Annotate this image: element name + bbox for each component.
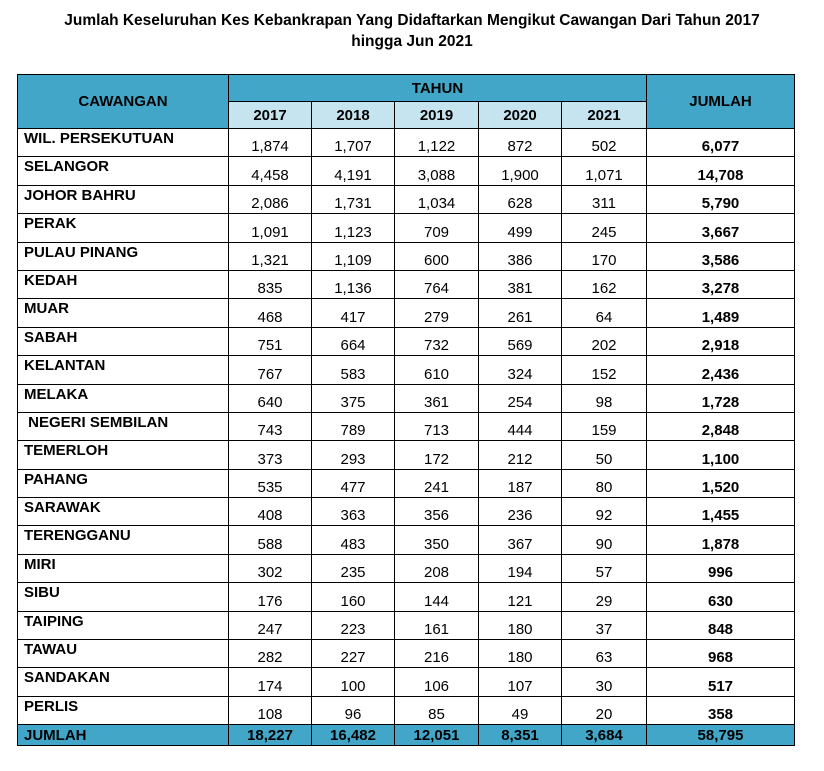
year-value-cell: 1,707 [312, 129, 395, 157]
row-total-cell: 2,848 [647, 412, 795, 440]
footer-year-total: 8,351 [479, 725, 562, 746]
year-value-cell: 100 [312, 668, 395, 696]
branch-name: KEDAH [18, 270, 229, 298]
table-row [18, 583, 795, 611]
year-value-cell: 764 [395, 270, 479, 298]
year-value-cell: 640 [229, 384, 312, 412]
year-value-cell: 477 [312, 469, 395, 497]
row-total-cell: 848 [647, 611, 795, 639]
footer-year-total: 3,684 [562, 725, 647, 746]
row-total-cell: 6,077 [647, 129, 795, 157]
row-total-cell: 2,436 [647, 356, 795, 384]
year-value-cell: 600 [395, 242, 479, 270]
year-value-cell: 444 [479, 412, 562, 440]
year-value-cell: 361 [395, 384, 479, 412]
grand-total: 58,795 [647, 725, 795, 746]
branch-name: NEGERI SEMBILAN [18, 412, 229, 440]
year-value-cell: 386 [479, 242, 562, 270]
year-value-cell: 49 [479, 696, 562, 724]
year-value-cell: 261 [479, 299, 562, 327]
header-year-2021: 2021 [562, 102, 647, 129]
year-value-cell: 162 [562, 270, 647, 298]
year-value-cell: 373 [229, 441, 312, 469]
row-total-cell: 3,667 [647, 214, 795, 242]
year-value-cell: 664 [312, 327, 395, 355]
branch-name: PULAU PINANG [18, 242, 229, 270]
year-value-cell: 3,088 [395, 157, 479, 185]
year-value-cell: 1,109 [312, 242, 395, 270]
year-value-cell: 709 [395, 214, 479, 242]
bankruptcy-table [17, 74, 795, 746]
year-value-cell: 144 [395, 583, 479, 611]
header-branch: CAWANGAN [18, 75, 229, 129]
year-value-cell: 160 [312, 583, 395, 611]
footer-year-total: 18,227 [229, 725, 312, 746]
year-value-cell: 610 [395, 356, 479, 384]
branch-name: MIRI [18, 554, 229, 582]
year-value-cell: 789 [312, 412, 395, 440]
year-value-cell: 227 [312, 640, 395, 668]
year-value-cell: 417 [312, 299, 395, 327]
title-line-1: Jumlah Keseluruhan Kes Kebankrapan Yang Didaftarkan Mengikut Cawangan Dari Tahun 2017 [64, 12, 760, 29]
table-row [18, 554, 795, 582]
year-value-cell: 92 [562, 498, 647, 526]
header-year-2020: 2020 [479, 102, 562, 129]
row-total-cell: 1,489 [647, 299, 795, 327]
year-value-cell: 363 [312, 498, 395, 526]
year-value-cell: 1,731 [312, 185, 395, 213]
row-total-cell: 1,100 [647, 441, 795, 469]
table-row [18, 157, 795, 185]
table-row [18, 441, 795, 469]
table-row [18, 356, 795, 384]
year-value-cell: 535 [229, 469, 312, 497]
row-total-cell: 2,918 [647, 327, 795, 355]
year-value-cell: 293 [312, 441, 395, 469]
year-value-cell: 375 [312, 384, 395, 412]
table-row [18, 412, 795, 440]
row-total-cell: 5,790 [647, 185, 795, 213]
branch-name: WIL. PERSEKUTUAN [18, 129, 229, 157]
year-value-cell: 583 [312, 356, 395, 384]
footer-label: JUMLAH [18, 725, 229, 746]
row-total-cell: 968 [647, 640, 795, 668]
header-year-group: TAHUN [229, 75, 647, 102]
year-value-cell: 713 [395, 412, 479, 440]
branch-name: MELAKA [18, 384, 229, 412]
year-value-cell: 121 [479, 583, 562, 611]
row-total-cell: 630 [647, 583, 795, 611]
year-value-cell: 241 [395, 469, 479, 497]
year-value-cell: 483 [312, 526, 395, 554]
branch-name: PERAK [18, 214, 229, 242]
year-value-cell: 743 [229, 412, 312, 440]
year-value-cell: 1,321 [229, 242, 312, 270]
year-value-cell: 29 [562, 583, 647, 611]
year-value-cell: 356 [395, 498, 479, 526]
footer-year-total: 12,051 [395, 725, 479, 746]
row-total-cell: 1,520 [647, 469, 795, 497]
branch-name: KELANTAN [18, 356, 229, 384]
branch-name: TAWAU [18, 640, 229, 668]
branch-name: TERENGGANU [18, 526, 229, 554]
year-value-cell: 767 [229, 356, 312, 384]
year-value-cell: 367 [479, 526, 562, 554]
table-row [18, 498, 795, 526]
year-value-cell: 751 [229, 327, 312, 355]
header-year-2018: 2018 [312, 102, 395, 129]
branch-name: JOHOR BAHRU [18, 185, 229, 213]
table-row [18, 242, 795, 270]
year-value-cell: 161 [395, 611, 479, 639]
year-value-cell: 208 [395, 554, 479, 582]
year-value-cell: 502 [562, 129, 647, 157]
year-value-cell: 1,091 [229, 214, 312, 242]
year-value-cell: 1,136 [312, 270, 395, 298]
row-total-cell: 996 [647, 554, 795, 582]
year-value-cell: 107 [479, 668, 562, 696]
row-total-cell: 1,455 [647, 498, 795, 526]
year-value-cell: 588 [229, 526, 312, 554]
year-value-cell: 216 [395, 640, 479, 668]
year-value-cell: 245 [562, 214, 647, 242]
year-value-cell: 569 [479, 327, 562, 355]
year-value-cell: 302 [229, 554, 312, 582]
row-total-cell: 3,278 [647, 270, 795, 298]
year-value-cell: 108 [229, 696, 312, 724]
branch-name: TAIPING [18, 611, 229, 639]
year-value-cell: 63 [562, 640, 647, 668]
table-row [18, 327, 795, 355]
table-row [18, 526, 795, 554]
row-total-cell: 358 [647, 696, 795, 724]
year-value-cell: 90 [562, 526, 647, 554]
year-value-cell: 202 [562, 327, 647, 355]
year-value-cell: 324 [479, 356, 562, 384]
header-total: JUMLAH [647, 75, 795, 129]
year-value-cell: 98 [562, 384, 647, 412]
year-value-cell: 174 [229, 668, 312, 696]
year-value-cell: 159 [562, 412, 647, 440]
row-total-cell: 3,586 [647, 242, 795, 270]
year-value-cell: 176 [229, 583, 312, 611]
table-row [18, 270, 795, 298]
year-value-cell: 64 [562, 299, 647, 327]
year-value-cell: 96 [312, 696, 395, 724]
row-total-cell: 517 [647, 668, 795, 696]
year-value-cell: 50 [562, 441, 647, 469]
year-value-cell: 468 [229, 299, 312, 327]
year-value-cell: 106 [395, 668, 479, 696]
year-value-cell: 1,034 [395, 185, 479, 213]
table-row [18, 668, 795, 696]
branch-name: SARAWAK [18, 498, 229, 526]
year-value-cell: 57 [562, 554, 647, 582]
branch-name: PAHANG [18, 469, 229, 497]
title-line-2: hingga Jun 2021 [351, 33, 473, 50]
year-value-cell: 732 [395, 327, 479, 355]
year-value-cell: 85 [395, 696, 479, 724]
branch-name: SABAH [18, 327, 229, 355]
year-value-cell: 180 [479, 640, 562, 668]
year-value-cell: 247 [229, 611, 312, 639]
year-value-cell: 30 [562, 668, 647, 696]
branch-name: PERLIS [18, 696, 229, 724]
year-value-cell: 2,086 [229, 185, 312, 213]
branch-name: SIBU [18, 583, 229, 611]
table-row [18, 214, 795, 242]
year-value-cell: 235 [312, 554, 395, 582]
table-row [18, 640, 795, 668]
year-value-cell: 1,123 [312, 214, 395, 242]
branch-name: SELANGOR [18, 157, 229, 185]
row-total-cell: 1,878 [647, 526, 795, 554]
page-title [0, 10, 824, 52]
year-value-cell: 311 [562, 185, 647, 213]
year-value-cell: 282 [229, 640, 312, 668]
branch-name: MUAR [18, 299, 229, 327]
year-value-cell: 381 [479, 270, 562, 298]
year-value-cell: 194 [479, 554, 562, 582]
table-row [18, 299, 795, 327]
year-value-cell: 37 [562, 611, 647, 639]
year-value-cell: 80 [562, 469, 647, 497]
table-row [18, 611, 795, 639]
row-total-cell: 1,728 [647, 384, 795, 412]
branch-name: SANDAKAN [18, 668, 229, 696]
header-year-2017: 2017 [229, 102, 312, 129]
year-value-cell: 872 [479, 129, 562, 157]
year-value-cell: 152 [562, 356, 647, 384]
branch-name: TEMERLOH [18, 441, 229, 469]
year-value-cell: 187 [479, 469, 562, 497]
table-row [18, 469, 795, 497]
year-value-cell: 1,874 [229, 129, 312, 157]
year-value-cell: 835 [229, 270, 312, 298]
table-row [18, 185, 795, 213]
year-value-cell: 236 [479, 498, 562, 526]
table-row [18, 696, 795, 724]
year-value-cell: 499 [479, 214, 562, 242]
year-value-cell: 223 [312, 611, 395, 639]
footer-year-total: 16,482 [312, 725, 395, 746]
year-value-cell: 4,191 [312, 157, 395, 185]
row-total-cell: 14,708 [647, 157, 795, 185]
year-value-cell: 1,071 [562, 157, 647, 185]
year-value-cell: 212 [479, 441, 562, 469]
year-value-cell: 1,900 [479, 157, 562, 185]
year-value-cell: 350 [395, 526, 479, 554]
year-value-cell: 20 [562, 696, 647, 724]
year-value-cell: 180 [479, 611, 562, 639]
table-row [18, 384, 795, 412]
year-value-cell: 279 [395, 299, 479, 327]
footer-row [18, 725, 795, 746]
year-value-cell: 170 [562, 242, 647, 270]
year-value-cell: 4,458 [229, 157, 312, 185]
year-value-cell: 408 [229, 498, 312, 526]
year-value-cell: 254 [479, 384, 562, 412]
year-value-cell: 172 [395, 441, 479, 469]
header-year-2019: 2019 [395, 102, 479, 129]
table-body [18, 129, 795, 725]
year-value-cell: 1,122 [395, 129, 479, 157]
year-value-cell: 628 [479, 185, 562, 213]
table-row [18, 129, 795, 157]
